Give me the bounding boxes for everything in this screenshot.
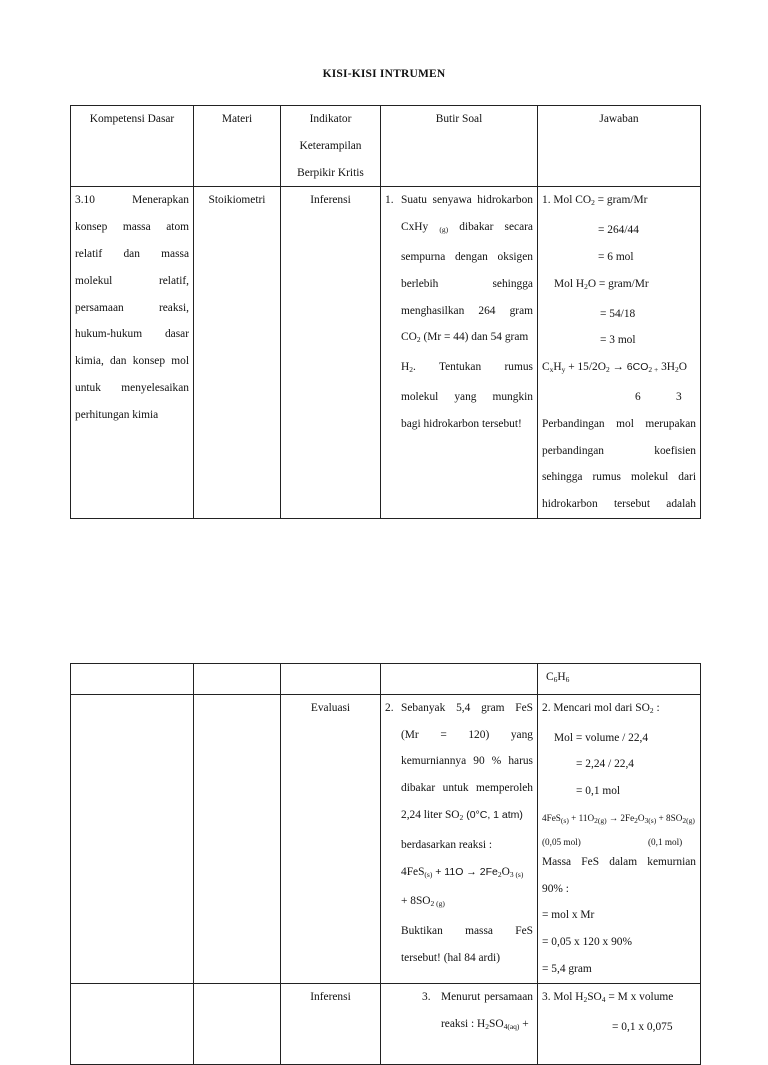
table-header-row bbox=[71, 106, 701, 187]
cell-butir-soal: 2. Sebanyak 5,4 gram FeS (Mr = 120) yang kemurniannya 90 % harus dibakar untuk memperoleh 2,24 liter $SO_2$ (0°C, 1 atm) berdasarkan reaksi : $4FeS_{(s)} + 11O \to 2Fe_2O_3$ $_{(s)}$ + $8SO_2$ $_{(g)}$ Buktikan massa FeS tersebut! (hal 84 ardi) bbox=[381, 694, 538, 983]
cell-indikator: Evaluasi bbox=[281, 694, 381, 983]
header-jawaban: Jawaban bbox=[538, 106, 701, 187]
table-row bbox=[71, 187, 701, 519]
header-indikator: Indikator Keterampilan Berpikir Kritis bbox=[281, 106, 381, 187]
kisi-table-page-1 bbox=[70, 105, 701, 519]
table-row bbox=[71, 694, 701, 983]
cell-jawaban: 2. Mencari mol dari $SO_2$ : Mol = volume / 22,4 = 2,24 / 22,4 = 0,1 mol $4FeS_{(s)} + 11O_{2(g)} \to 2Fe_2O_{3(s)} + 8SO_{2(g)}$ (0,05 mol) (0,1 mol) Massa FeS dalam kemurnian 90% : = mol x Mr = 0,05 x 120 x 90% = 5,4 gram bbox=[538, 694, 701, 983]
cell-kompetensi-dasar: 3.10 Menerapkan konsep massa atom relatif dan massa molekul relatif, persamaan reaksi, hukum-hukum dasar kimia, dan konsep mol untuk menyelesaikan perhitungan kimia bbox=[71, 187, 194, 519]
table-row bbox=[71, 664, 701, 695]
cell-materi: Stoikiometri bbox=[194, 187, 281, 519]
header-materi: Materi bbox=[194, 106, 281, 187]
cell-indikator: Inferensi bbox=[281, 187, 381, 519]
cell-jawaban-continuation: $C_6H_6$ bbox=[538, 664, 701, 695]
header-kompetensi: Kompetensi Dasar bbox=[71, 106, 194, 187]
document-title: KISI-KISI INTRUMEN bbox=[322, 68, 446, 80]
cell-jawaban: 1. Mol $CO_2$ = gram/Mr = 264/44 = 6 mol Mol $H_2O$ = gram/Mr = 54/18 = 3 mol $C_xH_y + 15/2O_2 \to 6CO_{2 +}$ $3H_2O$ 6 3 Perbandingan mol merupakan perbandingan koefisien sehingga rumus molekul dari hidrokarbon tersebut adalah bbox=[538, 187, 701, 519]
header-butir-soal: Butir Soal bbox=[381, 106, 538, 187]
cell-jawaban: 3. Mol $H_2SO_4 = M$ x volume = 0,1 x 0,075 bbox=[538, 983, 701, 1064]
cell-butir-soal: 1. Suatu senyawa hidrokarbon CxHy $_{(g)}$ dibakar secara sempurna dengan oksigen berlebih sehingga menghasilkan 264 gram $CO_2$ (Mr = 44) dan 54 gram $H_2$. Tentukan rumus molekul yang mungkin bagi hidrokarbon tersebut! bbox=[381, 187, 538, 519]
kisi-table-page-2 bbox=[70, 663, 701, 1065]
reaction-equation: $C_xH_y + 15/2O_2 \to 6CO_{2 +}$ $3H_2O$ bbox=[542, 361, 688, 375]
cell-indikator: Inferensi bbox=[281, 983, 381, 1064]
cell-butir-soal: 3. Menurut persamaan reaksi : $H_2SO_{4(aq)}$ + bbox=[381, 983, 538, 1064]
